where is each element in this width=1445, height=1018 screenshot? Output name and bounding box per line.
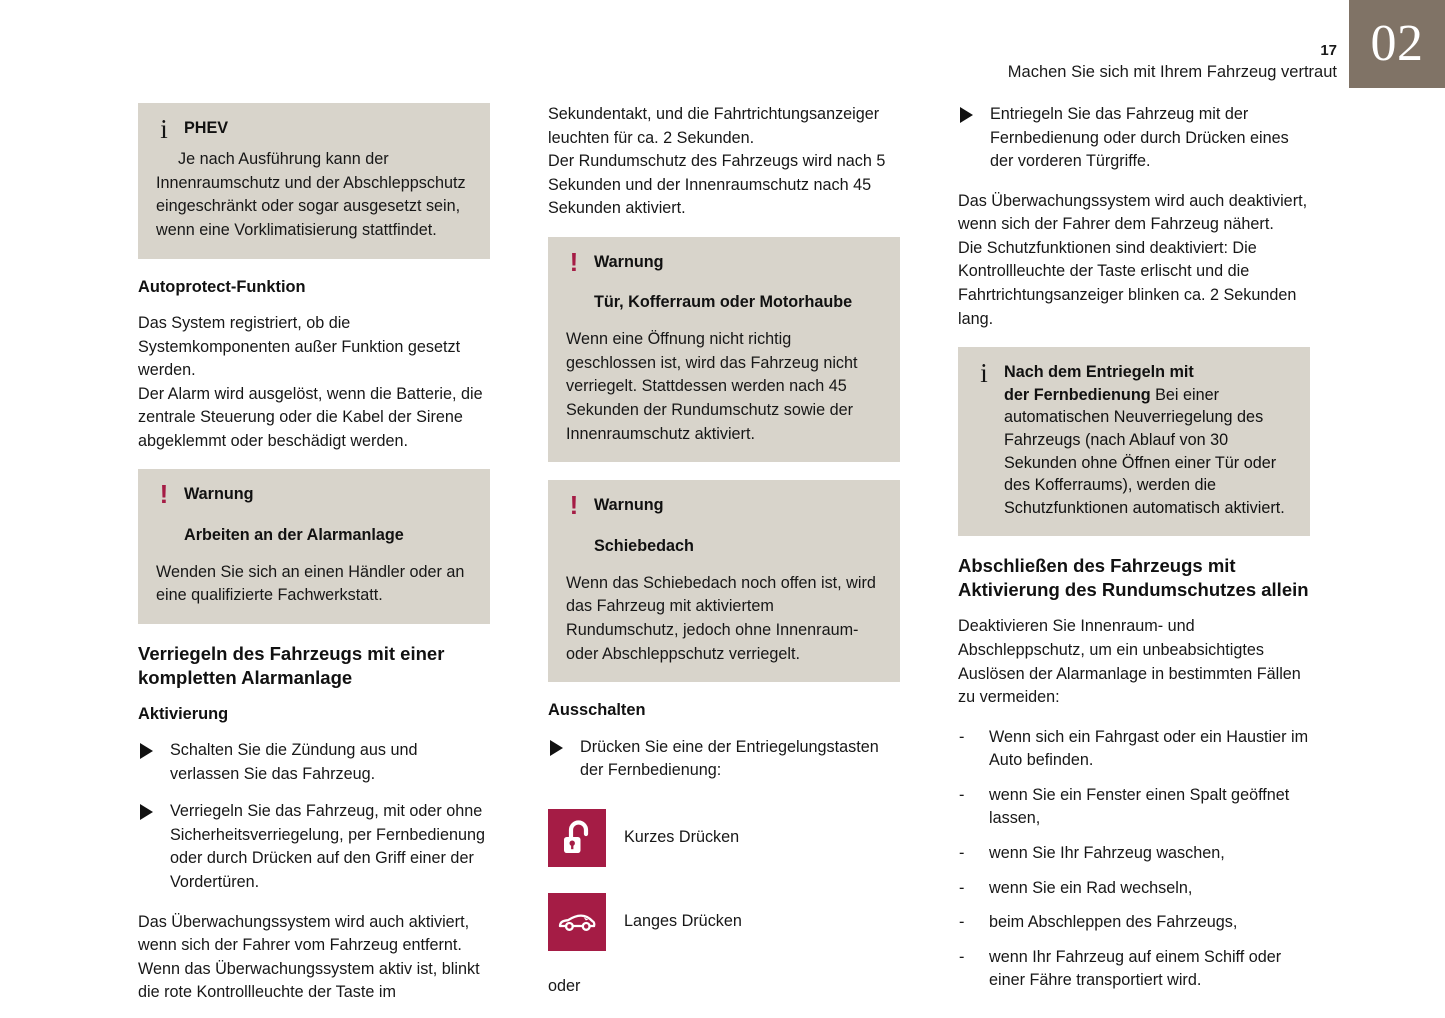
paragraph-continued-1: Sekundentakt, und die Fahrtrichtungsanzeiger leuchten für ca. 2 Sekunden. — [548, 105, 880, 147]
warning-box-header — [566, 246, 882, 314]
list-item-text: beim Abschleppen des Fahrzeugs, — [989, 913, 1238, 932]
warning-box-body: Wenn eine Öffnung nicht richtig geschlossen ist, wird das Fahrzeug nicht verriegelt. Stattdessen werden nach 45 Sekunden der Rundumschutz sowie der Innenraumschutz aktiviert. — [566, 330, 858, 443]
pictogram-label: Langes Drücken — [624, 912, 742, 931]
dash-list-vermeiden — [958, 726, 1310, 993]
triangle-bullet-icon — [140, 804, 153, 820]
list-item-text: Wenn sich ein Fahrgast oder ein Haustier im Auto befinden. — [989, 727, 1309, 770]
list-item-text: wenn Sie ein Fenster einen Spalt geöffnet lassen, — [989, 785, 1290, 828]
warning-box-body: Wenden Sie sich an einen Händler oder an eine qualifizierte Fachwerkstatt. — [156, 562, 465, 605]
list-item-text: wenn Sie Ihr Fahrzeug waschen, — [989, 843, 1225, 862]
paragraph-deaktiviert-1: Das Überwachungssystem wird auch deaktiviert, wenn sich der Fahrer dem Fahrzeug nähert. — [958, 191, 1308, 234]
info-box-title: PHEV — [184, 119, 229, 137]
heading-verriegeln: Verriegeln des Fahrzeugs mit einer kompletten Alarmanlage — [138, 643, 445, 688]
info-box-title-group — [184, 117, 472, 140]
info-box-body — [156, 148, 472, 243]
chapter-number: 02 — [1370, 15, 1424, 72]
step-text: Drücken Sie eine der Entriegelungstasten der Fernbedienung: — [580, 737, 879, 780]
pictogram-row-long-press — [548, 893, 900, 951]
warning-box-title: Warnung — [594, 496, 664, 515]
warning-box-header — [156, 479, 472, 546]
dash-bullet-icon: - — [959, 878, 965, 897]
paragraph-autoprotect-2: Der Alarm wird ausgelöst, wenn die Batterie, die zentrale Steuerung oder die Kabel der Sirene abgeklemmt oder beschädigt werden. — [138, 384, 483, 450]
dash-bullet-icon: - — [959, 843, 965, 862]
steps-entriegeln — [958, 103, 1310, 174]
dash-bullet-icon: - — [959, 727, 965, 746]
info-box-header — [156, 114, 472, 144]
list-item — [138, 739, 490, 786]
steps-aktivierung — [138, 739, 490, 894]
warning-box-title: Warnung — [594, 252, 664, 271]
list-item — [548, 736, 900, 783]
dash-bullet-icon: - — [959, 947, 965, 966]
warning-box-title-group — [184, 483, 472, 546]
warning-exclamation-icon: ! — [569, 490, 579, 521]
list-item — [958, 877, 1310, 901]
page-header-title: Machen Sie sich mit Ihrem Fahrzeug vertraut — [1007, 63, 1337, 81]
triangle-bullet-icon — [140, 743, 153, 759]
paragraph-deaktiviert-2: Die Schutzfunktionen sind deaktiviert: Die Kontrollleuchte der Taste erlischt und die Fahrtrichtungsanzeiger blinken ca. 2 Sekunden lang. — [958, 238, 1297, 328]
warning-box-subtitle: Tür, Kofferraum oder Motorhaube — [594, 293, 853, 312]
info-i-icon: i — [160, 114, 168, 144]
list-item — [958, 946, 1310, 993]
triangle-bullet-icon — [550, 740, 563, 756]
warning-box-header — [566, 490, 882, 557]
warning-box-alarmanlage — [138, 469, 490, 624]
subheading-aktivierung: Aktivierung — [138, 704, 229, 723]
step-text: Verriegeln Sie das Fahrzeug, mit oder ohne Sicherheitsverriegelung, per Fernbedienung oder durch Drücken auf den Griff einer der Vordertüren. — [170, 802, 485, 891]
dash-bullet-icon: - — [959, 913, 965, 932]
info-box-phev — [138, 103, 490, 259]
paragraph-continued-2: Der Rundumschutz des Fahrzeugs wird nach 5 Sekunden und der Innenraumschutz nach 45 Sekunden aktiviert. — [548, 152, 886, 218]
pictogram-label: Kurzes Drücken — [624, 828, 740, 847]
step-text: Schalten Sie die Zündung aus und verlassen Sie das Fahrzeug. — [170, 741, 418, 783]
warning-box-title: Warnung — [184, 485, 254, 504]
column-3 — [958, 103, 1310, 1005]
three-column-layout — [138, 103, 1310, 1005]
warning-box-tuer-kofferraum — [548, 237, 900, 463]
triangle-bullet-icon — [960, 107, 973, 123]
car-side-icon — [548, 893, 606, 951]
unlock-padlock-icon — [548, 809, 606, 867]
chapter-number-box — [1349, 0, 1445, 88]
info-box-nach-entriegeln — [958, 347, 1310, 536]
warning-box-subtitle: Schiebedach — [594, 537, 694, 556]
paragraph-deaktivieren: Deaktivieren Sie Innenraum- und Abschleppschutz, um ein unbeabsichtigtes Auslösen der Alarmanlage in bestimmten Fällen zu vermeiden: — [958, 617, 1301, 707]
column-1 — [138, 103, 490, 1005]
warning-box-schiebedach — [548, 480, 900, 682]
info-box-header — [976, 358, 1292, 520]
info-i-icon: i — [980, 358, 988, 389]
info-box-body-text: Je nach Ausführung kann der Innenraumschutz und der Abschleppschutz eingeschränkt oder sogar ausgesetzt sein, wenn eine Vorklimatisierung stattfindet. — [156, 150, 466, 240]
list-item — [958, 103, 1310, 174]
warning-exclamation-icon: ! — [159, 479, 169, 510]
dash-bullet-icon: - — [959, 785, 965, 804]
warning-box-title-group — [594, 494, 882, 557]
list-item — [958, 842, 1310, 866]
list-item-text: wenn Ihr Fahrzeug auf einem Schiff oder einer Fähre transportiert wird. — [989, 947, 1282, 990]
list-item-text: wenn Sie ein Rad wechseln, — [989, 878, 1193, 897]
info-box-title-line-2 — [1004, 384, 1292, 520]
list-item — [958, 911, 1310, 935]
steps-ausschalten — [548, 736, 900, 783]
info-box-title-line-2-text: der Fernbedienung — [1004, 385, 1151, 404]
list-item — [958, 726, 1310, 773]
info-box-title-line-1: Nach dem Entriegeln mit — [1004, 363, 1194, 382]
warning-exclamation-icon: ! — [569, 246, 579, 277]
pictogram-row-short-press — [548, 809, 900, 867]
warning-box-subtitle: Arbeiten an der Alarmanlage — [184, 526, 404, 545]
paragraph-autoprotect-1: Das System registriert, ob die Systemkomponenten außer Funktion gesetzt werden. — [138, 314, 461, 380]
column-2 — [548, 103, 900, 1005]
warning-box-title-group — [594, 251, 882, 314]
paragraph-ueberwachung-2: Wenn das Überwachungssystem aktiv ist, blinkt die rote Kontrollleuchte der Taste im — [138, 959, 480, 1002]
subheading-autoprotect: Autoprotect-Funktion — [138, 277, 306, 296]
info-box-body-text: Bei einer automatischen Neuverriegelung des Fahrzeugs (nach Ablauf von 30 Sekunden ohne Öffnen einer Tür oder des Kofferraums), werden die Schutzfunktionen automatisch aktiviert. — [1004, 385, 1285, 518]
info-box-title-group — [1004, 361, 1292, 520]
paragraph-ueberwachung-1: Das Überwachungssystem wird auch aktiviert, wenn sich der Fahrer vom Fahrzeug entfernt. — [138, 912, 470, 955]
page-number: 17 — [1320, 42, 1337, 59]
subheading-ausschalten: Ausschalten — [548, 701, 646, 720]
list-item — [958, 784, 1310, 831]
heading-abschliessen: Abschließen des Fahrzeugs mit Aktivierung des Rundumschutzes allein — [958, 554, 1309, 600]
warning-box-body: Wenn das Schiebedach noch offen ist, wird das Fahrzeug mit aktiviertem Rundumschutz, jedoch ohne Innenraum- oder Abschleppschutz verriegelt. — [566, 573, 876, 663]
step-text: Entriegeln Sie das Fahrzeug mit der Fernbedienung oder durch Drücken eines der vorderen Türgriffe. — [990, 105, 1289, 171]
pictogram-group — [548, 809, 900, 951]
alternative-connector-oder: oder — [548, 976, 581, 995]
list-item — [138, 800, 490, 894]
